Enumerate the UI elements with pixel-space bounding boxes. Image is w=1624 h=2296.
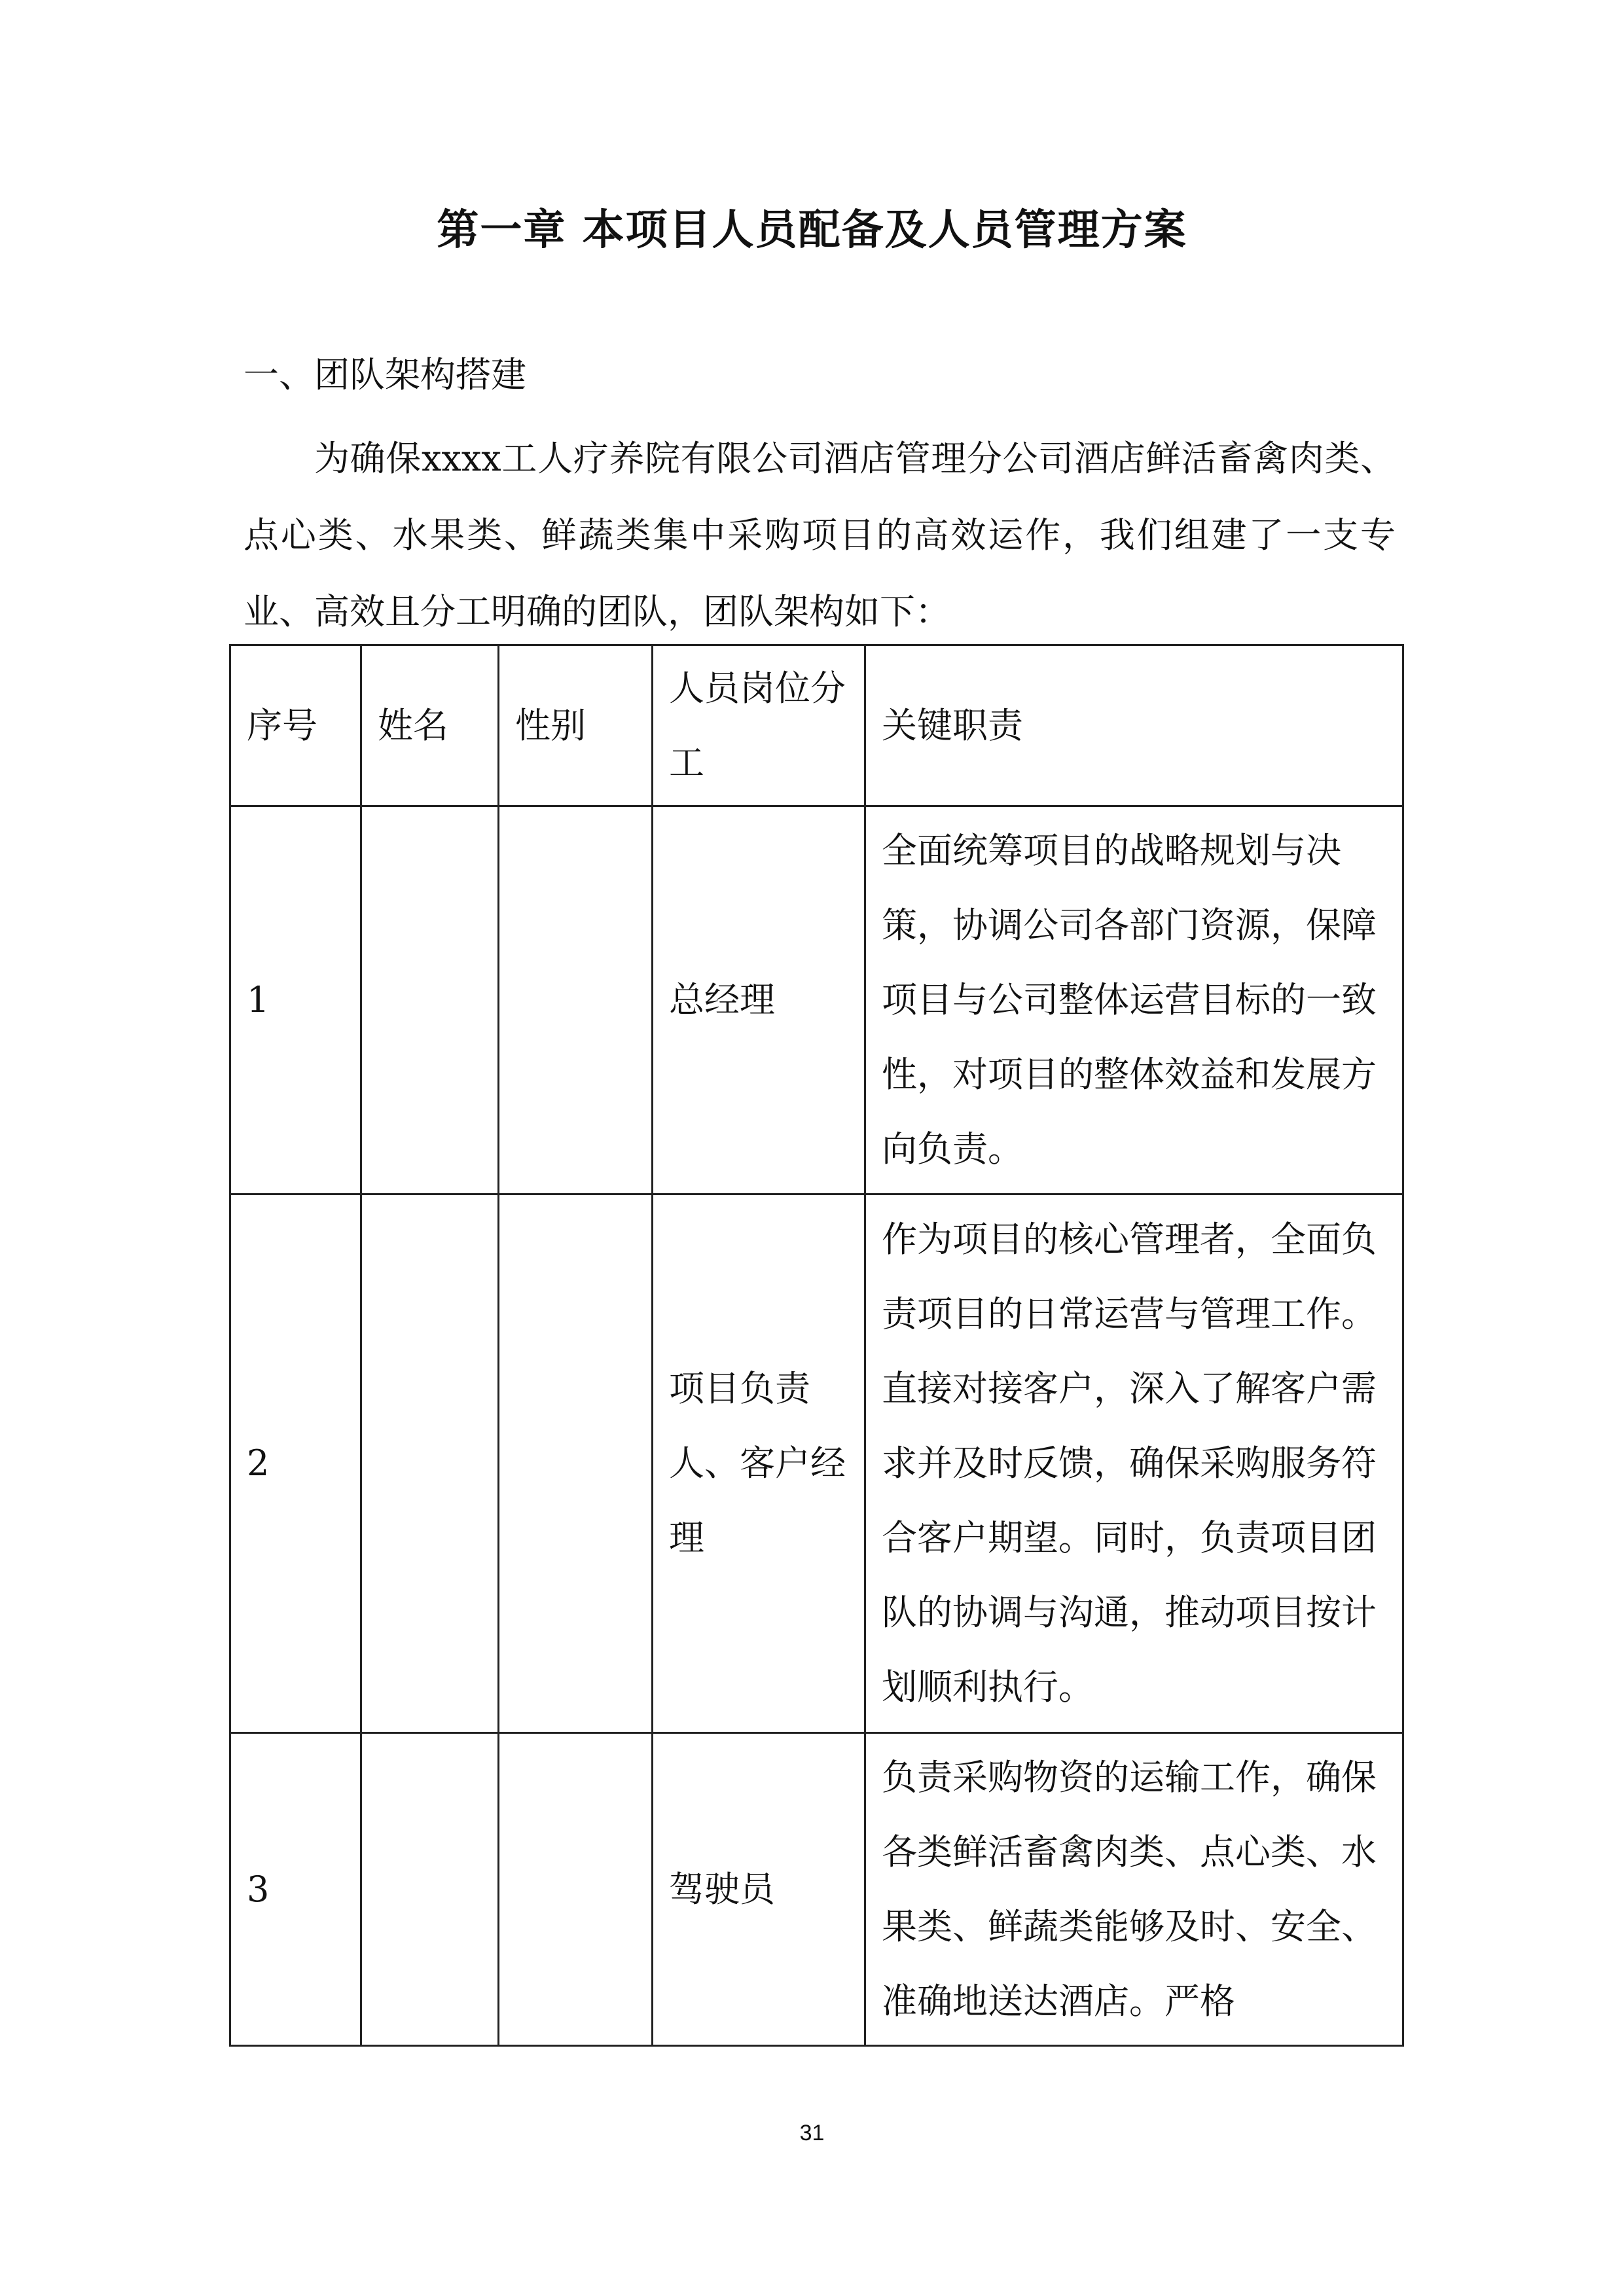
page-number: 31: [799, 2121, 825, 2145]
intro-paragraph: 为确保xxxx工人疗养院有限公司酒店管理分公司酒店鲜活畜禽肉类、点心类、水果类、鲜蔬类集中采购项目的高效运作，我们组建了一支专业、高效且分工明确的团队，团队架构如下：: [244, 438, 1396, 632]
table-header-row: [230, 645, 1403, 806]
cell-gender: [499, 1194, 653, 1733]
table-row: [230, 806, 1403, 1194]
cell-gender: [499, 1733, 653, 2046]
header-role: 人员岗位分工: [653, 645, 865, 806]
cell-name: [361, 1733, 499, 2046]
cell-duty: 负责采购物资的运输工作，确保各类鲜活畜禽肉类、点心类、水果类、鲜蔬类能够及时、安全、准确地送达酒店。严格: [865, 1733, 1403, 2046]
cell-no: 2: [230, 1194, 361, 1733]
header-duty: 关键职责: [865, 645, 1403, 806]
cell-name: [361, 806, 499, 1194]
cell-duty: 作为项目的核心管理者，全面负责项目的日常运营与管理工作。直接对接客户，深入了解客户需求并及时反馈，确保采购服务符合客户期望。同时，负责项目团队的协调与沟通，推动项目按计划顺利执行。: [865, 1194, 1403, 1733]
cell-no: 1: [230, 806, 361, 1194]
cell-role: 总经理: [653, 806, 865, 1194]
header-no: 序号: [230, 645, 361, 806]
table-row: [230, 1194, 1403, 1733]
chapter-title: 第一章 本项目人员配备及人员管理方案: [437, 206, 1187, 255]
table-row: [230, 1733, 1403, 2046]
cell-gender: [499, 806, 653, 1194]
cell-duty: 全面统筹项目的战略规划与决策，协调公司各部门资源，保障项目与公司整体运营目标的一致性，对项目的整体效益和发展方向负责。: [865, 806, 1403, 1194]
header-name: 姓名: [361, 645, 499, 806]
section-heading: 一、团队架构搭建: [244, 354, 526, 395]
cell-role: 驾驶员: [653, 1733, 865, 2046]
cell-name: [361, 1194, 499, 1733]
header-gender: 性别: [499, 645, 653, 806]
cell-role: 项目负责人、客户经理: [653, 1194, 865, 1733]
cell-no: 3: [230, 1733, 361, 2046]
team-structure-table: [229, 644, 1404, 2047]
